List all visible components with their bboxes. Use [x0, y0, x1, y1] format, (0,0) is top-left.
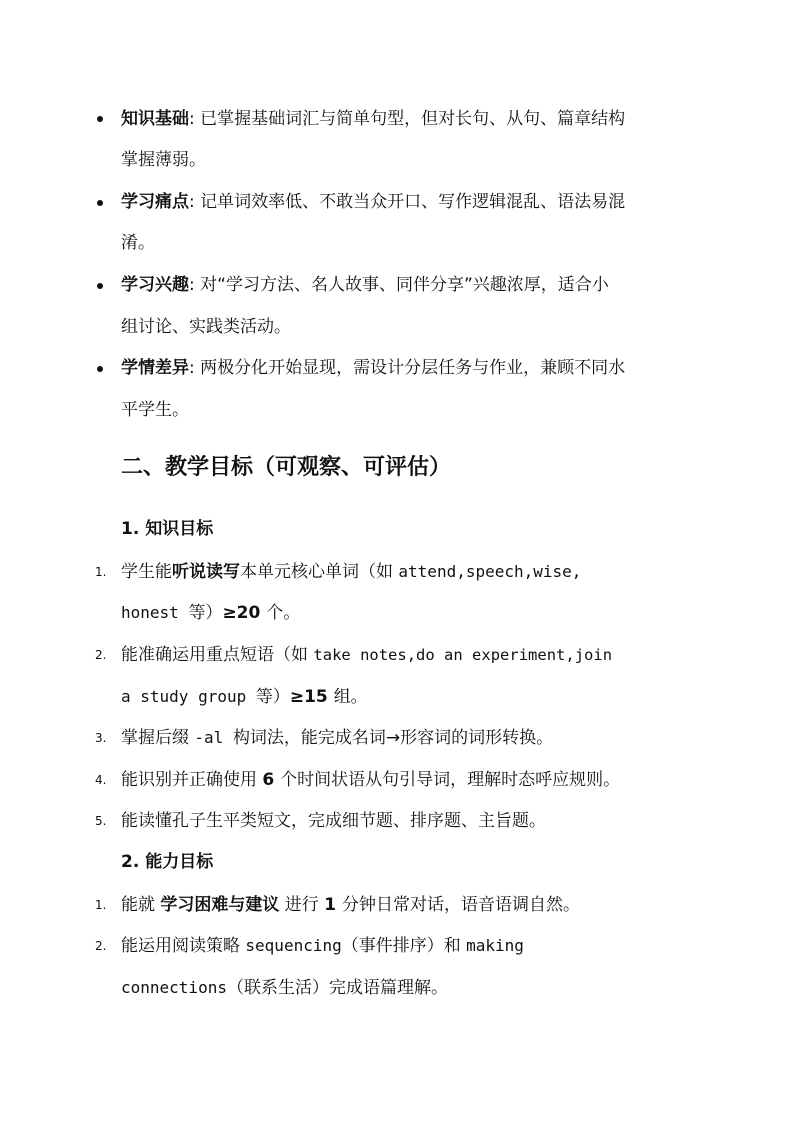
bullet-text: 已掌握基础词汇与简单句型，但对长句、从句、篇章结构 — [200, 109, 626, 129]
bullet-item-continuation: 淆。 — [121, 233, 155, 253]
item-text: 能准确运用重点短语（如 — [121, 645, 314, 665]
list-number: 3. — [95, 731, 107, 745]
item-bold-text: 学习困难与建议 — [160, 895, 280, 915]
item-text: 构词法，能完成名词→形容词的词形转换。 — [232, 728, 554, 748]
list-number: 2. — [95, 648, 107, 662]
bullet-item-continuation: 组讨论、实践类活动。 — [121, 317, 291, 337]
item-text: 本单元核心单词（如 — [240, 562, 399, 582]
list-number: 1. — [95, 565, 107, 579]
list-number: 2. — [95, 939, 107, 953]
list-item — [121, 934, 524, 958]
bullet-colon: : — [189, 275, 201, 295]
bullet-item-differences — [121, 356, 625, 380]
item-text: 分钟日常对话，语音语调自然。 — [341, 895, 580, 915]
item-bold-text: 6 — [262, 770, 281, 790]
bullet-item-continuation: 掌握薄弱。 — [121, 150, 206, 170]
item-text: 组。 — [333, 687, 368, 707]
item-mono-text: attend,speech,wise, — [398, 562, 582, 581]
list-item — [121, 643, 612, 667]
bullet-item-continuation: 平学生。 — [121, 400, 189, 420]
bullet-item-pain-points — [121, 190, 625, 214]
list-item — [121, 768, 620, 792]
bullet-label: 知识基础 — [121, 109, 189, 129]
item-mono-text: making — [466, 936, 524, 955]
bullet-label: 学习痛点 — [121, 192, 189, 212]
item-text: 个。 — [266, 603, 301, 623]
bullet-dot — [97, 116, 103, 122]
item-mono-text: a study group — [121, 687, 256, 706]
bullet-text: 对“学习方法、名人故事、同伴分享”兴趣浓厚，适合小 — [200, 275, 609, 295]
item-bold-text: 1 — [324, 895, 342, 915]
bullet-label: 学情差异 — [121, 358, 189, 378]
item-mono-text: connections — [121, 978, 227, 997]
bullet-dot — [97, 366, 103, 372]
list-number: 4. — [95, 773, 107, 787]
list-item-continuation — [121, 976, 448, 1000]
knowledge-goals-heading: 1. 知识目标 — [121, 519, 214, 539]
list-item: 能读懂孔子生平类短文，完成细节题、排序题、主旨题。 — [121, 811, 546, 831]
list-item-continuation — [121, 685, 368, 709]
item-text: 能就 — [121, 895, 161, 915]
item-text: 能运用阅读策略 — [121, 936, 246, 956]
section-title: 二、教学目标（可观察、可评估） — [121, 455, 452, 480]
list-item — [121, 560, 581, 584]
bullet-label: 学习兴趣 — [121, 275, 189, 295]
item-bold-text: ≥15 — [289, 687, 334, 707]
item-mono-text: -al — [194, 728, 233, 747]
bullet-item-interests — [121, 273, 609, 297]
item-bold-text: ≥20 — [222, 603, 267, 623]
item-bold-text: 听说读写 — [172, 562, 240, 582]
item-text: 进行 — [279, 895, 325, 915]
item-text: （事件排序）和 — [341, 936, 467, 956]
bullet-text: 记单词效率低、不敢当众开口、写作逻辑混乱、语法易混 — [200, 192, 626, 212]
item-text: （联系生活）完成语篇理解。 — [226, 978, 448, 998]
bullet-item-knowledge-base — [121, 107, 625, 131]
bullet-text: 两极分化开始显现，需设计分层任务与作业，兼顾不同水 — [200, 358, 626, 378]
item-text: 学生能 — [121, 562, 172, 582]
item-mono-text: honest — [121, 603, 189, 622]
item-text: 等） — [188, 603, 223, 623]
list-number: 5. — [95, 814, 107, 828]
list-item — [121, 893, 580, 917]
item-text: 掌握后缀 — [121, 728, 195, 748]
item-mono-text: sequencing — [245, 936, 342, 955]
list-number: 1. — [95, 898, 107, 912]
bullet-colon: : — [189, 358, 201, 378]
list-item-continuation — [121, 601, 300, 625]
ability-goals-heading: 2. 能力目标 — [121, 852, 214, 872]
bullet-dot — [97, 283, 103, 289]
bullet-dot — [97, 200, 103, 206]
bullet-colon: : — [189, 192, 201, 212]
item-mono-text: take notes,do an experiment,join — [313, 646, 613, 664]
item-text: 能识别并正确使用 — [121, 770, 263, 790]
list-item — [121, 726, 553, 750]
item-text: 等） — [255, 687, 290, 707]
item-text: 个时间状语从句引导词，理解时态呼应规则。 — [280, 770, 621, 790]
bullet-colon: : — [189, 109, 201, 129]
